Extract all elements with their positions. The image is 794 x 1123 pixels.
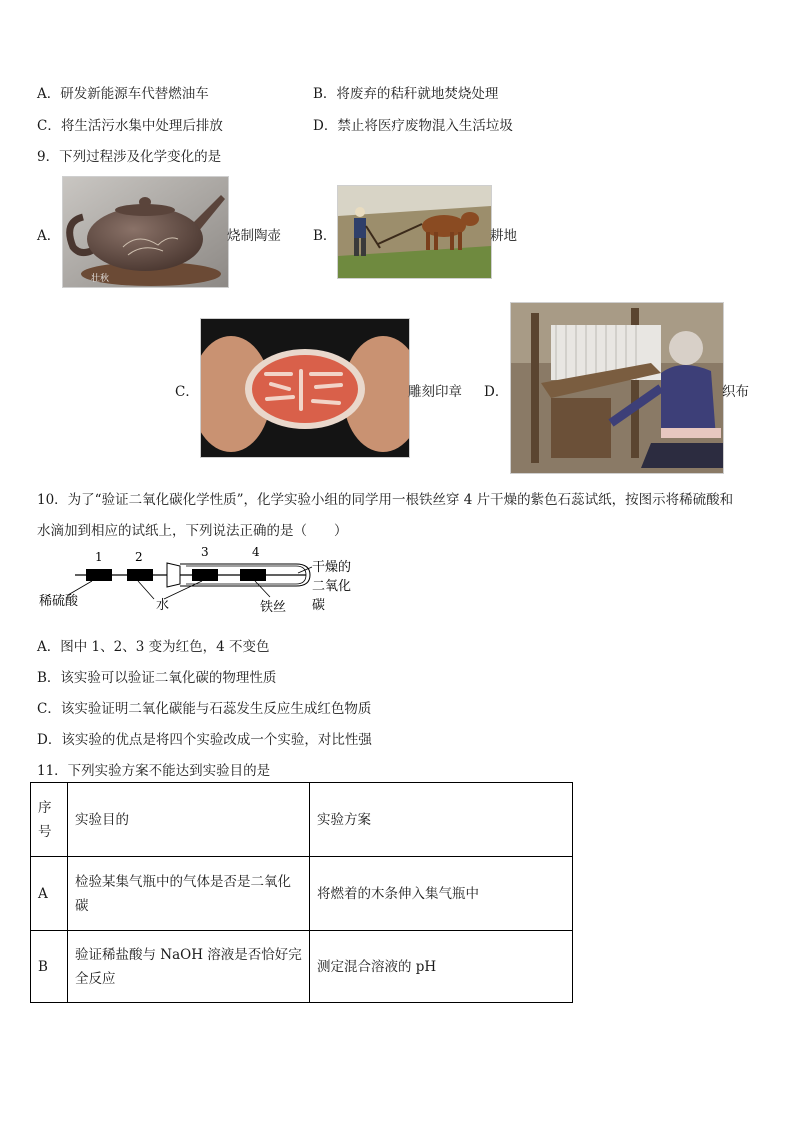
weaving-photo	[510, 302, 724, 474]
row-b-plan: 测定混合溶液的 pH	[310, 931, 573, 1003]
q10-stem-line1: 10．为了“验证二氧化碳化学性质”，化学实验小组的同学用一根铁丝穿 4 片干燥的紫色石蕊试纸，按图示将稀硫酸和	[37, 492, 734, 508]
label-iron-wire: 铁丝	[260, 600, 287, 615]
q9-option-c-letter: C．	[175, 384, 199, 400]
q11-table	[30, 782, 573, 1003]
row-a-goal-line2: 碳	[75, 897, 89, 914]
q8-option-b: B．将废弃的秸秆就地焚烧处理	[313, 86, 499, 102]
paper-number-2: 2	[135, 550, 143, 564]
row-a-plan: 将燃着的木条伸入集气瓶中	[310, 857, 573, 931]
seal-photo	[200, 318, 410, 458]
q10-option-c: C．该实验证明二氧化碳能与石蕊发生反应生成红色物质	[37, 701, 372, 717]
table-row	[31, 931, 573, 1003]
q10-option-a: A．图中 1、2、3 变为红色，4 不变色	[37, 639, 270, 655]
tube-stopper	[167, 563, 180, 587]
q9-stem: 9．下列过程涉及化学变化的是	[37, 149, 222, 165]
header-index	[31, 783, 68, 857]
label-dry-co2-2: 二氧化	[312, 579, 352, 594]
q8-option-a: A．研发新能源车代替燃油车	[37, 86, 209, 102]
q8-option-c: C．将生活污水集中处理后排放	[37, 118, 223, 134]
header-goal: 实验目的	[68, 783, 310, 857]
q9-option-b-letter: B．	[313, 228, 337, 244]
table-header-row	[31, 783, 573, 857]
q11-stem: 11．下列实验方案不能达到实验目的是	[37, 763, 271, 779]
plowing-photo	[337, 185, 492, 279]
q9-option-b-text: 耕地	[490, 228, 517, 244]
row-a-goal	[68, 857, 310, 931]
teapot-photo	[62, 176, 229, 288]
row-b-goal-line2: 全反应	[75, 970, 116, 987]
q10-stem-line2: 水滴加到相应的试纸上，下列说法正确的是（ ）	[37, 523, 348, 539]
table-row	[31, 857, 573, 931]
label-dry-co2-1: 干燥的	[312, 560, 352, 575]
label-dilute-sulfuric-acid: 稀硫酸	[39, 594, 79, 609]
label-water: 水	[156, 598, 170, 613]
label-dry-co2-3: 碳	[312, 598, 326, 613]
q8-option-d: D．禁止将医疗废物混入生活垃圾	[313, 118, 513, 134]
q9-option-c-text: 雕刻印章	[408, 384, 462, 400]
q10-diagram	[30, 545, 370, 620]
litmus-paper-2	[127, 569, 153, 581]
q9-option-a-text: 烧制陶壶	[227, 228, 281, 244]
header-plan: 实验方案	[310, 783, 573, 857]
teapot-watermark: 壮秋	[91, 274, 110, 284]
row-b-goal-line1: 验证稀盐酸与 NaOH 溶液是否恰好完	[75, 946, 302, 963]
header-index-line2: 号	[38, 823, 52, 840]
row-b-goal	[68, 931, 310, 1003]
header-index-line1: 序	[38, 799, 52, 816]
q9-option-a-letter: A．	[37, 228, 61, 244]
q9-option-d-letter: D．	[484, 384, 509, 400]
q10-option-b: B．该实验可以验证二氧化碳的物理性质	[37, 670, 277, 686]
litmus-paper-3	[192, 569, 218, 581]
litmus-paper-1	[86, 569, 112, 581]
q9-option-d-text: 织布	[722, 384, 749, 400]
litmus-paper-4	[240, 569, 266, 581]
paper-number-4: 4	[252, 545, 260, 559]
row-a-goal-line1: 检验某集气瓶中的气体是否是二氧化	[75, 873, 291, 890]
q10-option-d: D．该实验的优点是将四个实验改成一个实验，对比性强	[37, 732, 372, 748]
paper-number-1: 1	[95, 550, 103, 564]
paper-number-3: 3	[201, 545, 209, 559]
row-b-index: B	[31, 931, 68, 1003]
row-a-index: A	[31, 857, 68, 931]
